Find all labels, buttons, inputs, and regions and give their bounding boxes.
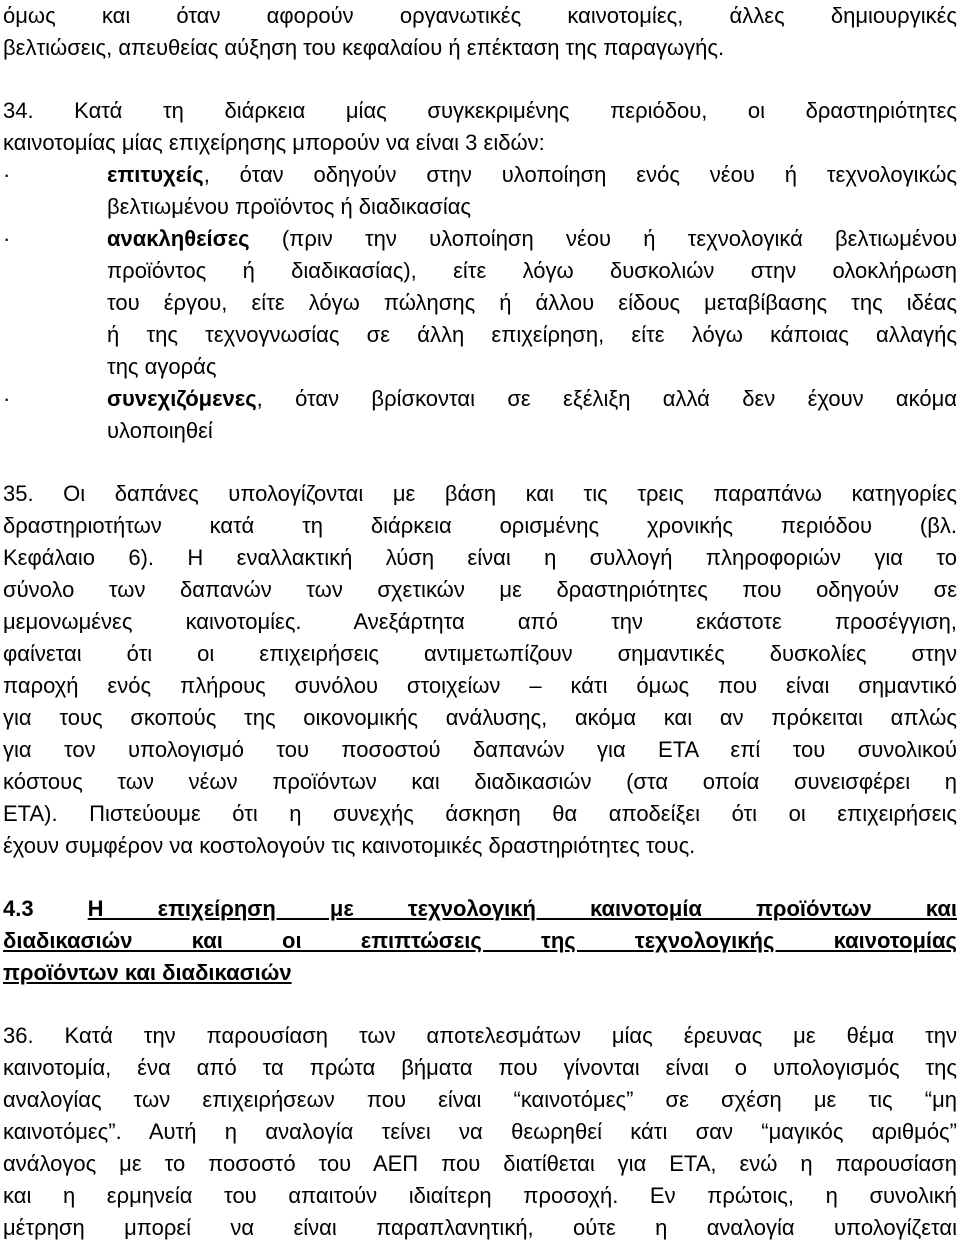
bullet-marker: · [3,226,11,251]
bullet-text-line: προϊόντος ή διαδικασίας), είτε λόγω δυσκολιών στην ολοκλήρωση [107,258,957,283]
bullet-text: , όταν οδηγούν στην υλοποίηση ενός νέου ή τεχνολογικώς [203,162,957,187]
paragraph-36-line: 36. Κατά την παρουσίαση των αποτελεσμάτων μίας έρευνας με θέμα την [3,1023,957,1048]
paragraph-35-line: για τους σκοπούς της οικονομικής ανάλυσης, ακόμα και αν πρόκειται απλώς [3,705,957,730]
bullet-marker: · [3,162,11,187]
paragraph-35-line: έχουν συμφέρον να κοστολογούν τις καινοτομικές δραστηριότητες τους. [3,833,696,858]
paragraph-36-line: μέτρηση μπορεί να είναι παραπλανητική, ούτε η αναλογία υπολογίζεται [3,1215,957,1240]
text-line: βελτιώσεις, απευθείας αύξηση του κεφαλαίου ή επέκταση της παραγωγής. [3,35,725,60]
section-heading-line [3,925,957,957]
bullet-term: ανακληθείσες [107,226,250,251]
bullet-item-successful [3,159,957,191]
text-line: όμως και όταν αφορούν οργανωτικές καινοτομίες, άλλες δημιουργικές [3,3,957,28]
paragraph-35-line: μεμονωμένες καινοτομίες. Ανεξάρτητα από την εκάστοτε προσέγγιση, [3,609,957,634]
paragraph-35-line: για τον υπολογισμό του ποσοστού δαπανών για ΕΤΑ επί του συνολικού [3,737,957,762]
bullet-text: , όταν βρίσκονται σε εξέλιξη αλλά δεν έχουν ακόμα [256,386,957,411]
paragraph-35-line: παροχή ενός πλήρους συνόλου στοιχείων – κάτι όμως που είναι σημαντικό [3,673,957,698]
paragraph-34-line: 34. Κατά τη διάρκεια μίας συγκεκριμένης περιόδου, οι δραστηριότητες [3,98,957,123]
bullet-item-ongoing [3,383,957,415]
bullet-term: συνεχιζόμενες [107,386,257,411]
bullet-text-line: της αγοράς [107,354,217,379]
section-title: προϊόντων και διαδικασιών [3,960,292,985]
paragraph-35-line: φαίνεται ότι οι επιχειρήσεις αντιμετωπίζουν σημαντικές δυσκολίες στην [3,641,957,666]
paragraph-35-line: σύνολο των δαπανών των σχετικών με δραστηριότητες που οδηγούν σε [3,577,957,602]
paragraph-35-line: 35. Οι δαπάνες υπολογίζονται με βάση και τις τρεις παραπάνω κατηγορίες [3,481,957,506]
bullet-term: επιτυχείς [107,162,204,187]
section-heading-line [3,957,957,989]
paragraph-36-line: και η ερμηνεία του απαιτούν ιδιαίτερη προσοχή. Εν πρώτοις, η συνολική [3,1183,957,1208]
bullet-text-line: του έργου, είτε λόγω πώλησης ή άλλου είδους μεταβίβασης της ιδέας [107,290,957,315]
bullet-item-recalled [3,223,957,255]
bullet-marker: · [3,386,11,411]
section-title: διαδικασιών και οι επιπτώσεις της τεχνολογικής καινοτομίας [3,928,957,953]
bullet-text-line: υλοποιηθεί [107,418,213,443]
paragraph-35-line: Κεφάλαιο 6). Η εναλλακτική λύση είναι η συλλογή πληροφοριών για το [3,545,957,570]
paragraph-35-line: δραστηριοτήτων κατά τη διάρκεια ορισμένης χρονικής περιόδου (βλ. [3,513,957,538]
paragraph-35-line: κόστους των νέων προϊόντων και διαδικασιών (στα οποία συνεισφέρει η [3,769,957,794]
bullet-text-line: ή της τεχνογνωσίας σε άλλη επιχείρηση, είτε λόγω κάποιας αλλαγής [107,322,957,347]
bullet-text: (πριν την υλοποίηση νέου ή τεχνολογικά βελτιωμένου [249,226,957,251]
section-title: Η επιχείρηση με τεχνολογική καινοτομία προϊόντων και [87,896,957,921]
paragraph-36-line: ανάλογος με το ποσοστό του ΑΕΠ που διατίθεται για ΕΤΑ, ενώ η παρουσίαση [3,1151,957,1176]
paragraph-36-line: καινοτομία, ένα από τα πρώτα βήματα που γίνονται είναι ο υπολογισμός της [3,1055,957,1080]
paragraph-36-line: αναλογίας των επιχειρήσεων που είναι “καινοτόμες” σε σχέση με τις “μη [3,1087,957,1112]
paragraph-35-line: ΕΤΑ). Πιστεύουμε ότι η συνεχής άσκηση θα αποδείξει ότι οι επιχειρήσεις [3,801,957,826]
section-number: 4.3 [3,896,34,921]
paragraph-34-line: καινοτομίας μίας επιχείρησης μπορούν να είναι 3 ειδών: [3,130,545,155]
paragraph-36-line: καινοτόμες”. Αυτή η αναλογία τείνει να θεωρηθεί κάτι σαν “μαγικός αριθμός” [3,1119,957,1144]
bullet-text-line: βελτιωμένου προϊόντος ή διαδικασίας [107,194,472,219]
section-heading-line [3,893,957,925]
